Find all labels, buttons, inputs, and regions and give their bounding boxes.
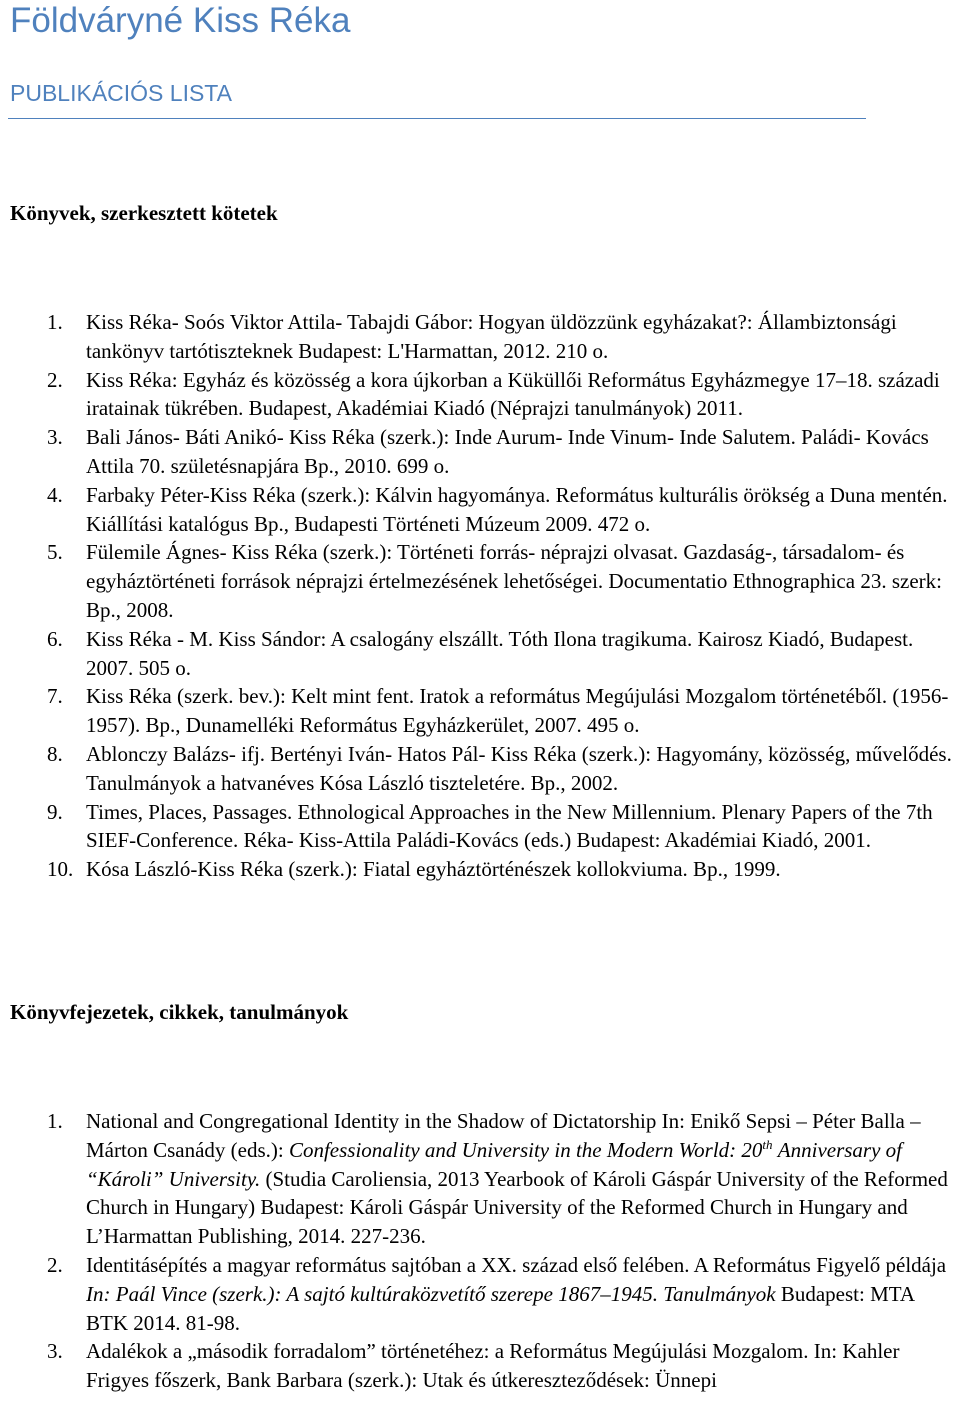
section-heading-books: Könyvek, szerkesztett kötetek xyxy=(10,201,278,225)
list-item: 9. Times, Places, Passages. Ethnological Approaches in the New Millennium. Plenary Papers of the 7th SIEF-Conference. Réka- Kiss-Attila Paládi-Kovács (eds.) Budapest: Akadémiai Kiadó, 2001. xyxy=(47,799,933,853)
list-item: 10. Kósa László-Kiss Réka (szerk.): Fiatal egyháztörténészek kollokviuma. Bp., 1999. xyxy=(47,857,781,882)
list-item: 1. Kiss Réka- Soós Viktor Attila- Tabajdi Gábor: Hogyan üldözzünk egyházakat?: Állambiztonsági tankönyv tartótiszteknek Budapest: L'Harmattan, 2012. 210 o. xyxy=(47,310,897,363)
list-item: 3. Bali János- Báti Anikó- Kiss Réka (szerk.): Inde Aurum- Inde Vinum- Inde Salutem. Paládi- Kovács Attila 70. születésnapjára Bp., 2010. 699 o. xyxy=(47,425,929,478)
publication-list-subtitle: PUBLIKÁCIÓS LISTA xyxy=(10,80,232,106)
list-item: 7. Kiss Réka (szerk. bev.): Kelt mint fent. Iratok a református Megújulási Mozgalom történetéből. (1956-1957). Bp., Dunamelléki Református Egyházkerület, 2007. 495 o. xyxy=(47,684,949,738)
list-item: 4. Farbaky Péter-Kiss Réka (szerk.): Kálvin hagyománya. Református kulturális örökség a Duna mentén. Kiállítási katalógus Bp., Budapesti Történeti Múzeum 2009. 472 o. xyxy=(47,482,948,536)
list-item: 2. Identitásépítés a magyar református sajtóban a XX. század első felében. A Református Figyelő példája In: Paál Vince (szerk.): A sajtó kultúraközvetítő szerepe 1867–1945. Tanulmányok Budapest: MTA BTK 2014. 81-98. xyxy=(47,1252,947,1335)
books-list xyxy=(0,308,960,884)
list-item: 1. National and Congregational Identity in the Shadow of Dictatorship In: Enikő Sepsi – Péter Balla – Márton Csanády (eds.): Confessionality and University in the Modern World: 20th Anniversary of “Károli” University. (Studia Caroliensia, 2013 Yearbook of Károli Gáspár University of the Reformed Church in Hungary) Budapest: Károli Gáspár University of the Reformed Church in Hungary and L’Harmattan Publishing, 2014. 227-236. xyxy=(47,1109,948,1249)
author-name: Földváryné Kiss Réka xyxy=(10,1,351,40)
list-item: 5. Fülemile Ágnes- Kiss Réka (szerk.): Történeti forrás- néprajzi olvasat. Gazdaság-, társadalom- és egyháztörténeti források néprajzi értelmezésének lehetőségei. Documentatio Ethnographica 23. szerk: Bp., 2008. xyxy=(47,540,942,622)
list-item: 3. Adalékok a „második forradalom” történetéhez: a Református Megújulási Mozgalom. In: Kahler Frigyes főszerk, Bank Barbara (szerk.): Utak és útkereszteződések: Ünnepi xyxy=(47,1339,900,1393)
list-item: 6. Kiss Réka - M. Kiss Sándor: A csalogány elszállt. Tóth Ilona tragikuma. Kairosz Kiadó, Budapest. 2007. 505 o. xyxy=(47,626,914,680)
chapters-list xyxy=(0,1107,960,1395)
section-heading-chapters: Könyvfejezetek, cikkek, tanulmányok xyxy=(10,1000,349,1024)
header-divider xyxy=(8,118,866,119)
list-item: 8. Ablonczy Balázs- ifj. Bertényi Iván- Hatos Pál- Kiss Réka (szerk.): Hagyomány, közösség, művelődés. Tanulmányok a hatvanéves Kósa László tiszteletére. Bp., 2002. xyxy=(47,741,952,795)
list-item: 2. Kiss Réka: Egyház és közösség a kora újkorban a Küküllői Református Egyházmegye 17–18. századi iratainak tükrében. Budapest, Akadémiai Kiadó (Néprajzi tanulmányok) 2011. xyxy=(47,367,940,421)
